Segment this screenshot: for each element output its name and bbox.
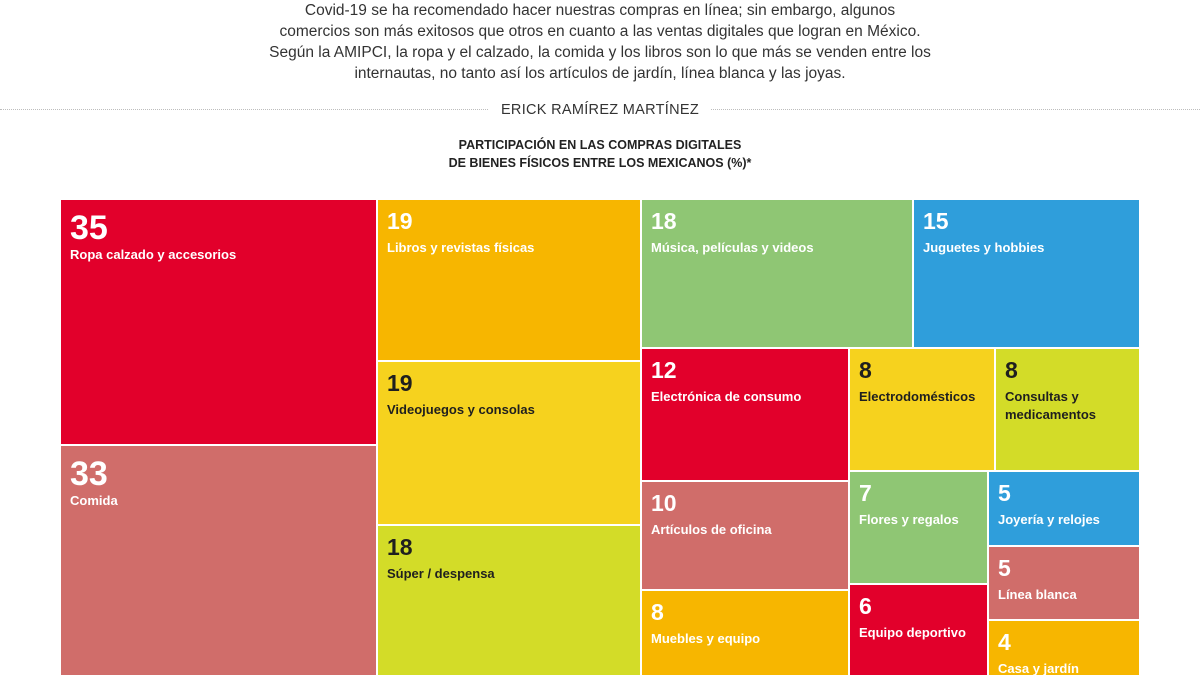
treemap-value: 8 — [651, 599, 664, 625]
treemap-cell — [641, 481, 849, 590]
treemap-label: Juguetes y hobbies — [923, 240, 1045, 255]
treemap-cell — [641, 348, 849, 481]
intro-line: internautas, no tanto así los artículos de jardín, línea blanca y las joyas. — [354, 65, 846, 82]
chart-title-line: PARTICIPACIÓN EN LAS COMPRAS DIGITALES — [458, 138, 742, 152]
chart-title — [0, 136, 1200, 172]
treemap-cell — [988, 471, 1140, 546]
treemap-label: Súper / despensa — [387, 566, 495, 581]
treemap-value: 18 — [387, 534, 413, 560]
intro-line: Covid-19 se ha recomendado hacer nuestras compras en línea; sin embargo, algunos — [304, 2, 896, 19]
treemap-label: Ropa calzado y accesorios — [70, 247, 237, 262]
treemap-value: 8 — [859, 357, 872, 383]
treemap-label: Electrodomésticos — [859, 389, 976, 404]
treemap-label: Comida — [70, 493, 118, 508]
treemap-value: 12 — [651, 357, 677, 383]
treemap-label: Equipo deportivo — [859, 625, 966, 640]
treemap-label: Videojuegos y consolas — [387, 402, 535, 417]
treemap-cell — [988, 620, 1140, 675]
treemap-label: Consultas y medicamentos — [1005, 389, 1097, 422]
treemap-cell — [849, 584, 988, 675]
treemap-label: Casa y jardín — [998, 661, 1079, 675]
treemap-label: Muebles y equipo — [651, 631, 761, 646]
treemap-value: 10 — [651, 490, 677, 516]
intro-line: Según la AMIPCI, la ropa y el calzado, la comida y los libros son lo que más se venden entre los — [269, 44, 931, 61]
treemap-value: 4 — [998, 629, 1011, 655]
treemap-label: Libros y revistas físicas — [387, 240, 535, 255]
treemap-chart — [60, 199, 1140, 675]
treemap-cell — [641, 590, 849, 675]
treemap-value: 6 — [859, 593, 872, 619]
treemap-label: Música, películas y videos — [651, 240, 814, 255]
treemap-cell — [60, 445, 377, 675]
treemap-cell — [641, 199, 913, 348]
treemap-cell — [377, 199, 641, 361]
treemap-cell — [988, 546, 1140, 620]
treemap-value: 7 — [859, 480, 872, 506]
author-name: ERICK RAMÍREZ MARTÍNEZ — [489, 102, 711, 118]
treemap-value: 35 — [70, 209, 108, 247]
treemap-cell — [60, 199, 377, 445]
treemap-value: 5 — [998, 480, 1011, 506]
treemap-value: 18 — [651, 208, 677, 234]
treemap-cell — [913, 199, 1140, 348]
treemap-label: Joyería y relojes — [998, 512, 1100, 527]
treemap-value: 15 — [923, 208, 949, 234]
chart-title-line: DE BIENES FÍSICOS ENTRE LOS MEXICANOS (%)* — [448, 156, 752, 170]
treemap-value: 19 — [387, 370, 413, 396]
treemap-cell — [849, 471, 988, 584]
intro-line: comercios son más exitosos que otros en cuanto a las ventas digitales que logran en México. — [279, 23, 921, 40]
intro-paragraph — [200, 0, 1000, 84]
treemap-label: Flores y regalos — [859, 512, 959, 527]
author-byline — [0, 101, 1200, 119]
treemap-label: Electrónica de consumo — [651, 389, 802, 404]
treemap-cell — [995, 348, 1140, 471]
treemap-value: 5 — [998, 555, 1011, 581]
treemap-cell — [377, 525, 641, 675]
treemap-value: 33 — [70, 455, 108, 493]
treemap-cell — [377, 361, 641, 525]
treemap-label: Línea blanca — [998, 587, 1077, 602]
treemap-cell — [849, 348, 995, 471]
treemap-label: Artículos de oficina — [651, 522, 772, 537]
treemap-value: 19 — [387, 208, 413, 234]
treemap-value: 8 — [1005, 357, 1018, 383]
